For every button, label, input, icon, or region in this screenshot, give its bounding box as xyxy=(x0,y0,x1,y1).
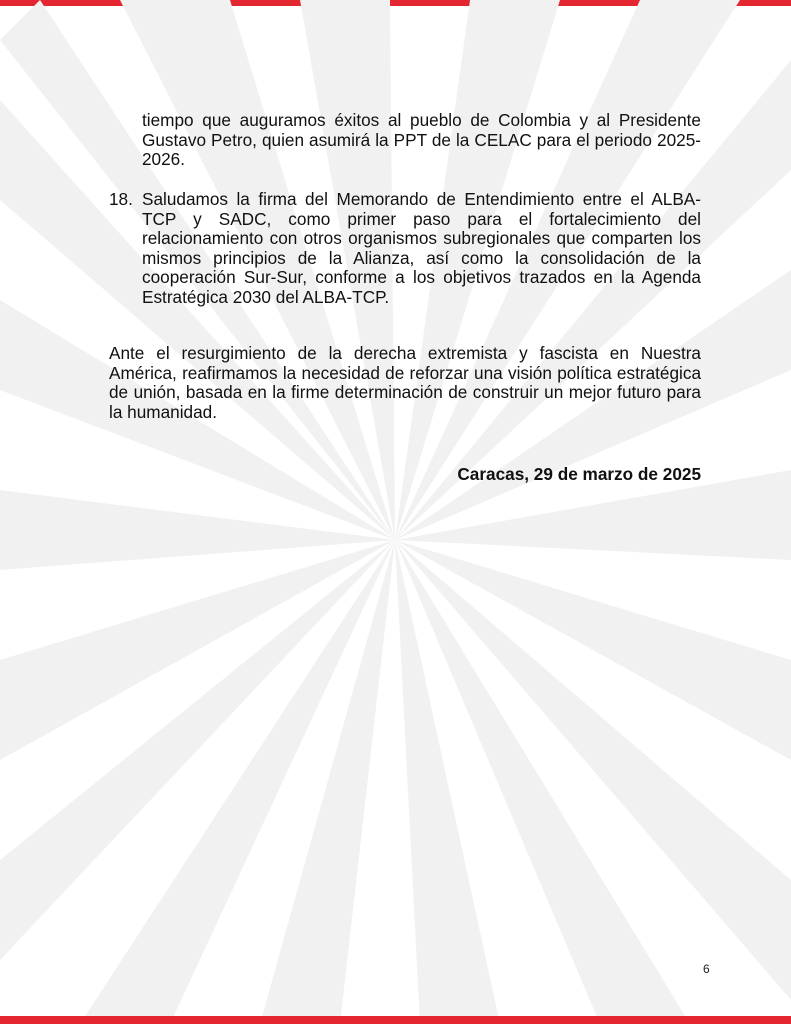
paragraph-continuation: tiempo que auguramos éxitos al pueblo de Colombia y al Presidente Gustavo Petro, quien asumirá la PPT de la CELAC para el periodo 2025-2026. xyxy=(142,110,701,169)
list-item-text: Saludamos la firma del Memorando de Entendimiento entre el ALBA-TCP y SADC, como primer paso para el fortalecimiento del relacionamiento con otros organismos subregionales que comparten los mismos principios de la Alianza, así como la consolidación de la cooperación Sur-Sur, conforme a los objetivos trazados en la Agenda Estratégica 2030 del ALBA-TCP. xyxy=(142,189,701,307)
signature-place-date: Caracas, 29 de marzo de 2025 xyxy=(457,464,701,484)
list-item-18 xyxy=(109,190,701,307)
closing-paragraph: Ante el resurgimiento de la derecha extremista y fascista en Nuestra América, reafirmamos la necesidad de reforzar una visión política estratégica de unión, basada en la firme determinación de construir un mejor futuro para la humanidad. xyxy=(109,343,701,422)
list-item-number: 18. xyxy=(109,189,133,209)
page-number: 6 xyxy=(703,962,710,976)
